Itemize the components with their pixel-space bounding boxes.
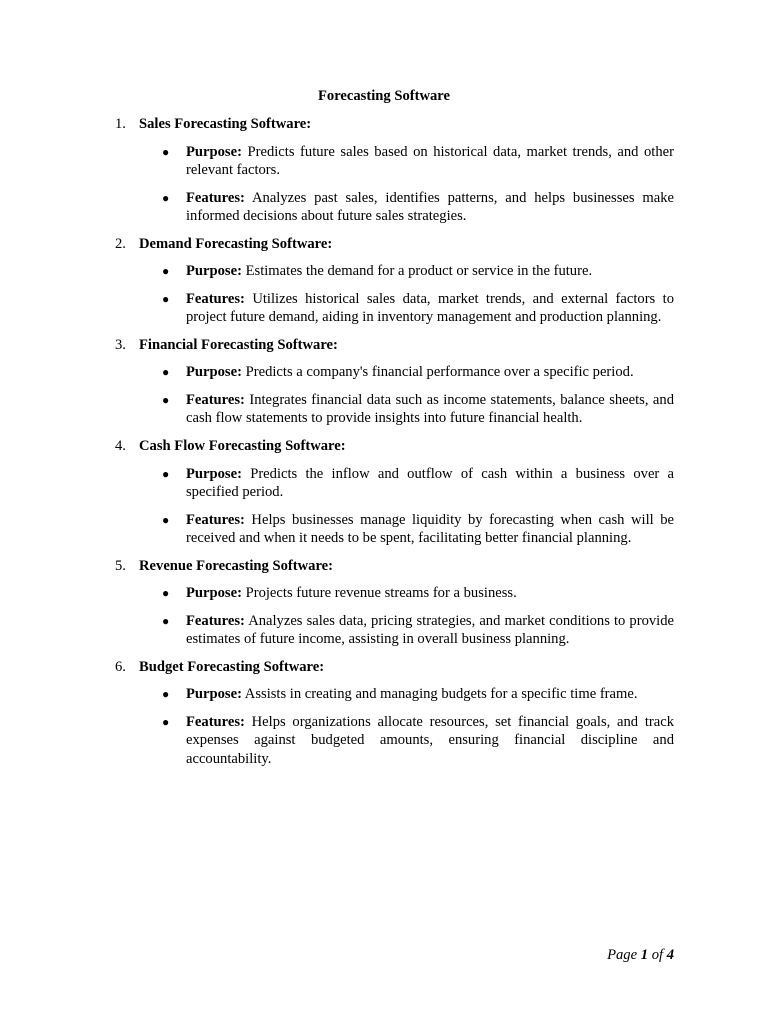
- features-bullet: [0, 713, 768, 768]
- features-label: Features:: [186, 713, 245, 730]
- list-item: [0, 437, 768, 547]
- bullet-icon: ●: [162, 144, 170, 159]
- features-text: Analyzes sales data, pricing strategies, and market conditions to provide estimates of future income, assisting in overall business planning.: [186, 612, 674, 648]
- list-item: [0, 115, 768, 225]
- bullet-icon: ●: [162, 190, 170, 205]
- purpose-label: Purpose:: [186, 465, 242, 482]
- document-title: Forecasting Software: [318, 88, 450, 104]
- item-heading: Sales Forecasting Software:: [139, 116, 312, 132]
- features-text: Integrates financial data such as income statements, balance sheets, and cash flow statements to provide insights into future financial health.: [186, 391, 674, 427]
- bullet-icon: ●: [162, 687, 170, 702]
- item-heading: Budget Forecasting Software:: [139, 658, 325, 675]
- purpose-text: Predicts the inflow and outflow of cash within a business over a specified period.: [186, 465, 675, 500]
- item-number: 1.: [115, 116, 126, 132]
- of-word: of: [651, 947, 664, 963]
- item-number: 3.: [115, 336, 126, 353]
- item-bullets: [0, 584, 768, 648]
- item-bullets: [0, 262, 768, 326]
- item-number: 5.: [115, 557, 126, 574]
- purpose-text: Assists in creating and managing budgets for a specific time frame.: [244, 686, 638, 703]
- page-total: 4: [666, 947, 674, 963]
- purpose-text: Predicts a company's financial performance over a specific period.: [245, 364, 634, 381]
- purpose-label: Purpose:: [186, 263, 242, 280]
- features-text: Helps businesses manage liquidity by forecasting when cash will be received and when it needs to be spent, facilitating better financial planning.: [186, 511, 674, 546]
- page-footer: [607, 946, 674, 964]
- bullet-icon: ●: [162, 264, 170, 279]
- purpose-bullet: [0, 465, 768, 502]
- features-text: Analyzes past sales, identifies patterns, and helps businesses make informed decisions about future sales strategies.: [186, 189, 675, 224]
- bullet-icon: ●: [162, 586, 170, 601]
- item-bullets: [0, 363, 768, 427]
- purpose-bullet: [0, 363, 768, 381]
- item-heading: Demand Forecasting Software:: [139, 235, 333, 252]
- purpose-bullet: [0, 262, 768, 280]
- item-number: 2.: [115, 235, 126, 252]
- item-number: 4.: [115, 437, 126, 454]
- purpose-text: Estimates the demand for a product or service in the future.: [245, 263, 593, 280]
- purpose-label: Purpose:: [186, 585, 242, 602]
- item-bullets: [0, 465, 768, 548]
- list-item: [0, 235, 768, 327]
- item-heading: Revenue Forecasting Software:: [139, 557, 334, 574]
- item-bullets: [0, 143, 768, 226]
- purpose-label: Purpose:: [186, 364, 242, 381]
- purpose-text: Predicts future sales based on historical data, market trends, and other relevant factors.: [186, 143, 674, 178]
- purpose-bullet: [0, 685, 768, 703]
- purpose-label: Purpose:: [186, 686, 242, 703]
- list-item: [0, 557, 768, 649]
- features-label: Features:: [186, 189, 245, 206]
- list-item: [0, 658, 768, 768]
- features-label: Features:: [186, 612, 245, 629]
- purpose-bullet: [0, 584, 768, 602]
- features-bullet: [0, 511, 768, 548]
- bullet-icon: ●: [162, 291, 170, 306]
- purpose-bullet: [0, 143, 768, 180]
- bullet-icon: ●: [162, 512, 170, 527]
- features-text: Helps organizations allocate resources, set financial goals, and track expenses against budgeted amounts, ensuring financial discipline and accountability.: [186, 713, 674, 767]
- bullet-icon: ●: [162, 466, 170, 481]
- bullet-icon: ●: [162, 365, 170, 380]
- bullet-icon: ●: [162, 392, 170, 407]
- features-label: Features:: [186, 391, 245, 408]
- purpose-text: Projects future revenue streams for a business.: [245, 585, 517, 602]
- features-text: Utilizes historical sales data, market trends, and external factors to project future demand, aiding in inventory management and production planning.: [186, 290, 675, 326]
- item-heading: Cash Flow Forecasting Software:: [139, 437, 346, 454]
- features-bullet: [0, 290, 768, 327]
- features-label: Features:: [186, 290, 245, 307]
- features-bullet: [0, 189, 768, 226]
- item-bullets: [0, 685, 768, 768]
- page-current: 1: [640, 947, 649, 963]
- software-list: [0, 115, 768, 777]
- page-word: Page: [607, 947, 638, 963]
- bullet-icon: ●: [162, 613, 170, 628]
- features-bullet: [0, 391, 768, 428]
- purpose-label: Purpose:: [186, 143, 242, 160]
- item-number: 6.: [115, 658, 126, 675]
- bullet-icon: ●: [162, 714, 170, 729]
- item-heading: Financial Forecasting Software:: [139, 336, 338, 353]
- list-item: [0, 336, 768, 428]
- features-bullet: [0, 612, 768, 649]
- features-label: Features:: [186, 511, 245, 528]
